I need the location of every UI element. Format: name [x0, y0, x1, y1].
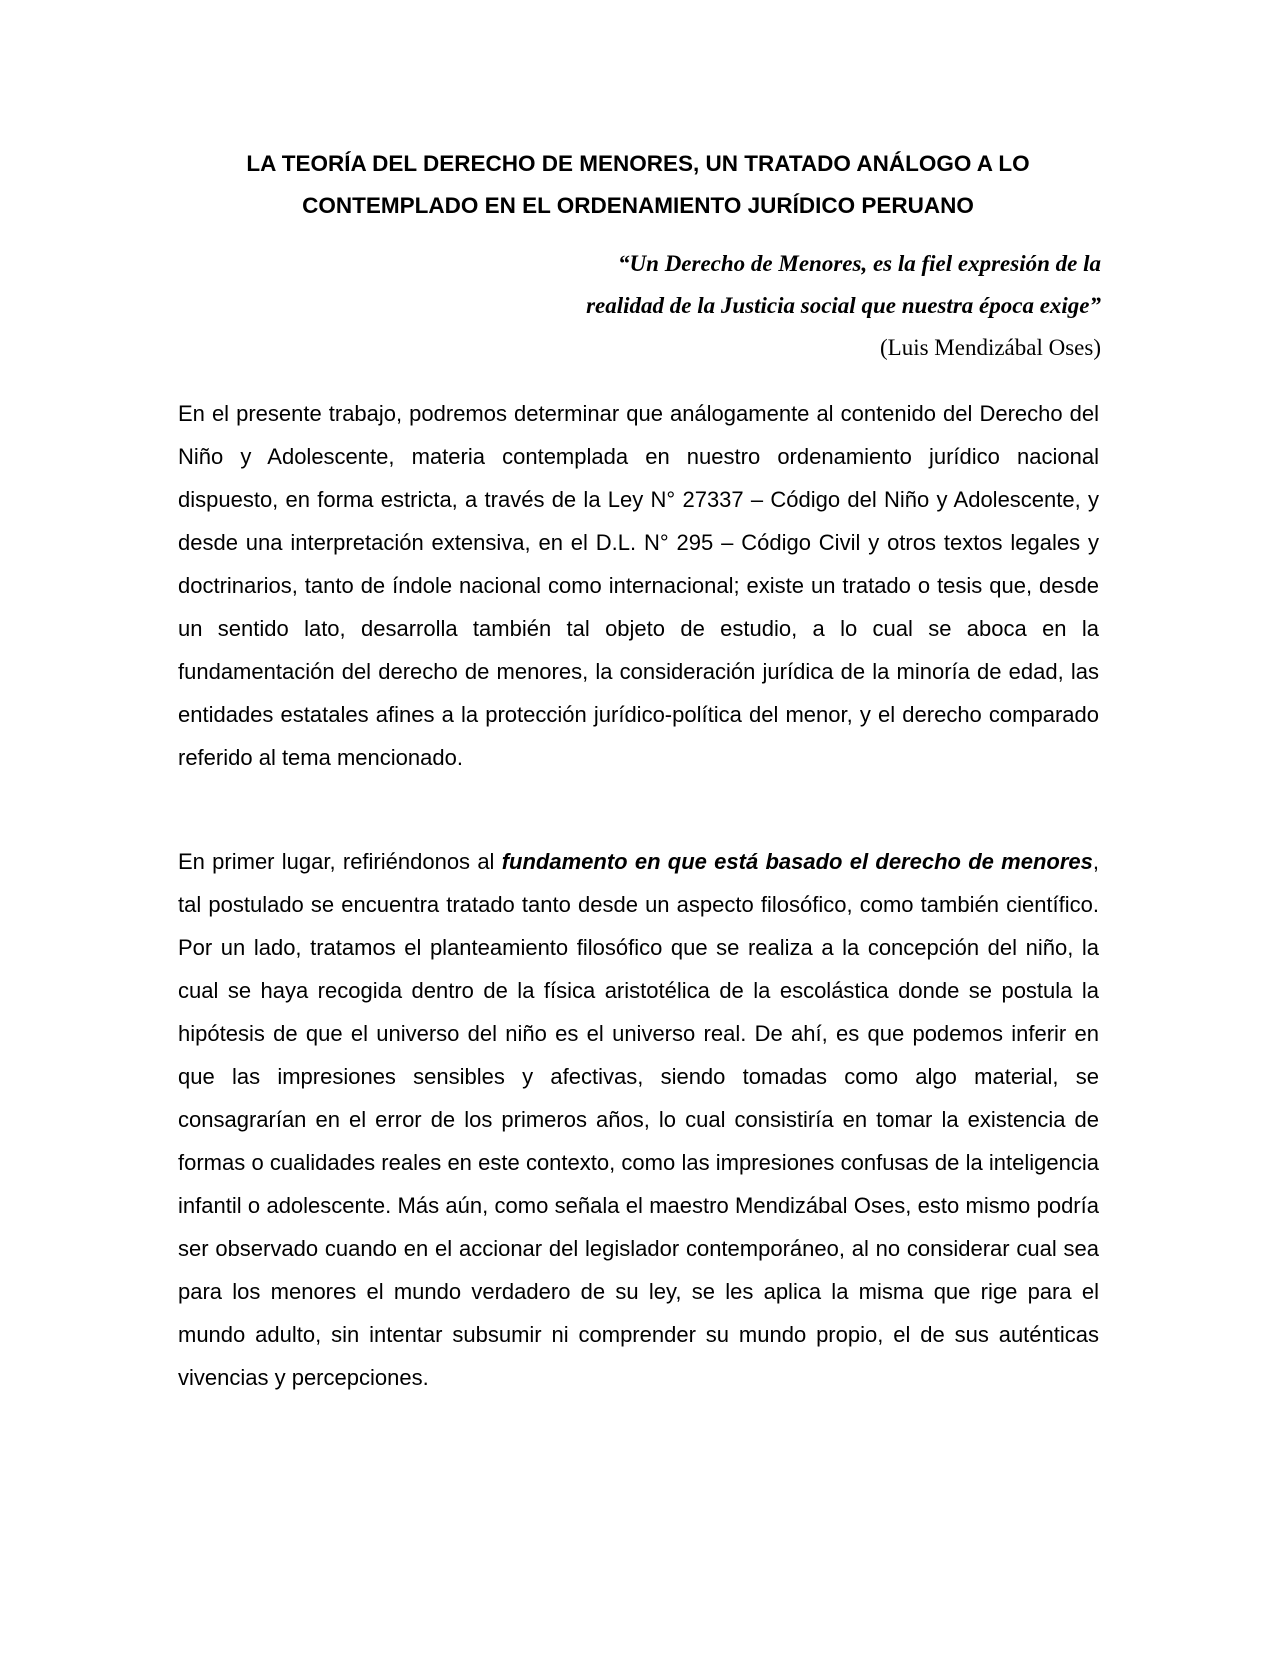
paragraph-2-intro: En primer lugar, refiriéndonos al: [178, 849, 502, 874]
paragraph-2-rest: , tal postulado se encuentra tratado tanto desde un aspecto filosófico, como también científico. Por un lado, tratamos el planteamiento filosófico que se realiza a la concepción del niño, la cual se haya recogida dentro de la física aristotélica de la escolástica donde se postula la hipótesis de que el universo del niño es el universo real. De ahí, es que podemos inferir en que las impresiones sensibles y afectivas, siendo tomadas como algo material, se consagrarían en el error de los primeros años, lo cual consistiría en tomar la existencia de formas o cualidades reales en este contexto, como las impresiones confusas de la inteligencia infantil o adolescente. Más aún, como señala el maestro Mendizábal Oses, esto mismo podría ser observado cuando en el accionar del legislador contemporáneo, al no considerar cual sea para los menores el mundo verdadero de su ley, se les aplica la misma que rige para el mundo adulto, sin intentar subsumir ni comprender su mundo propio, el de sus auténticas vivencias y percepciones.: [178, 849, 1100, 1390]
paragraph-1: En el presente trabajo, podremos determinar que análogamente al contenido del Derecho del Niño y Adolescente, materia contemplada en nuestro ordenamiento jurídico nacional dispuesto, en forma estricta, a través de la Ley N° 27337 – Código del Niño y Adolescente, y desde una interpretación extensiva, en el D.L. N° 295 – Código Civil y otros textos legales y doctrinarios, tanto de índole nacional como internacional; existe un tratado o tesis que, desde un sentido lato, desarrolla también tal objeto de estudio, a lo cual se aboca en la fundamentación del derecho de menores, la consideración jurídica de la minoría de edad, las entidades estatales afines a la protección jurídico-política del menor, y el derecho comparado referido al tema mencionado.: [178, 401, 1099, 770]
paragraph-2: [178, 840, 1099, 1399]
epigraph-line-1: “Un Derecho de Menores, es la fiel expresión de la: [618, 251, 1101, 276]
document-title: LA TEORÍA DEL DERECHO DE MENORES, UN TRATADO ANÁLOGO A LO CONTEMPLADO EN EL ORDENAMIENTO JURÍDICO PERUANO: [246, 151, 1030, 218]
paragraph-2-emphasis: fundamento en que está basado el derecho de menores: [501, 849, 1093, 874]
epigraph-author: (Luis Mendizábal Oses): [880, 335, 1101, 360]
epigraph: [500, 243, 1101, 369]
epigraph-line-2: realidad de la Justicia social que nuestra época exige”: [586, 293, 1101, 318]
